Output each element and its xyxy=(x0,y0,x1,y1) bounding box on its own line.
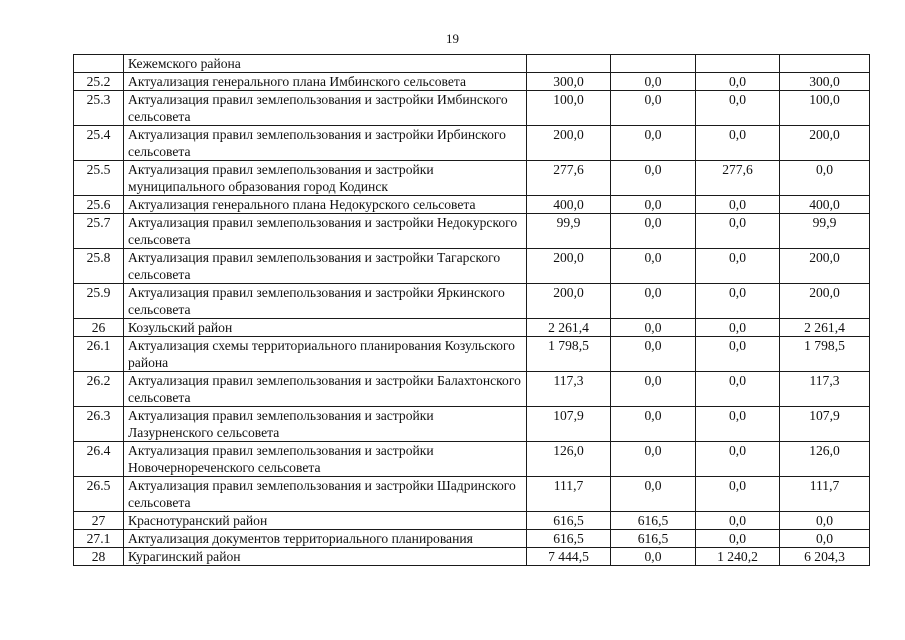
value-total-cell: 200,0 xyxy=(527,249,611,284)
value-total-cell: 1 798,5 xyxy=(527,337,611,372)
value-col4-cell: 200,0 xyxy=(780,284,870,319)
value-col2-cell xyxy=(611,55,696,73)
table-row xyxy=(74,249,870,284)
value-total-cell: 200,0 xyxy=(527,284,611,319)
table-row xyxy=(74,214,870,249)
value-col3-cell: 0,0 xyxy=(696,214,780,249)
value-col2-cell: 0,0 xyxy=(611,319,696,337)
row-number-cell: 25.9 xyxy=(74,284,124,319)
value-col4-cell: 126,0 xyxy=(780,442,870,477)
value-col2-cell: 616,5 xyxy=(611,512,696,530)
value-col3-cell: 0,0 xyxy=(696,126,780,161)
value-col3-cell: 0,0 xyxy=(696,91,780,126)
value-col2-cell: 0,0 xyxy=(611,73,696,91)
value-col4-cell: 1 798,5 xyxy=(780,337,870,372)
value-col3-cell: 277,6 xyxy=(696,161,780,196)
row-number-cell: 26.4 xyxy=(74,442,124,477)
value-col3-cell: 0,0 xyxy=(696,530,780,548)
value-col4-cell: 99,9 xyxy=(780,214,870,249)
row-name-cell: Актуализация правил землепользования и застройки Недокурского сельсовета xyxy=(124,214,527,249)
value-total-cell: 99,9 xyxy=(527,214,611,249)
row-name-cell: Актуализация правил землепользования и застройки Яркинского сельсовета xyxy=(124,284,527,319)
value-col3-cell: 0,0 xyxy=(696,284,780,319)
row-name-cell: Актуализация правил землепользования и застройки Шадринского сельсовета xyxy=(124,477,527,512)
row-number-cell: 26.2 xyxy=(74,372,124,407)
row-name-cell: Актуализация правил землепользования и застройки Новочернореченского сельсовета xyxy=(124,442,527,477)
row-name-cell: Актуализация правил землепользования и застройки Имбинского сельсовета xyxy=(124,91,527,126)
value-col3-cell: 0,0 xyxy=(696,442,780,477)
table-row xyxy=(74,91,870,126)
table-row xyxy=(74,530,870,548)
value-col2-cell: 0,0 xyxy=(611,407,696,442)
row-name-cell: Актуализация правил землепользования и застройки Лазурненского сельсовета xyxy=(124,407,527,442)
value-col2-cell: 0,0 xyxy=(611,196,696,214)
value-col3-cell: 0,0 xyxy=(696,337,780,372)
row-name-cell: Актуализация правил землепользования и застройки Ирбинского сельсовета xyxy=(124,126,527,161)
row-name-cell: Актуализация генерального плана Недокурского сельсовета xyxy=(124,196,527,214)
row-name-cell: Актуализация правил землепользования и застройки Балахтонского сельсовета xyxy=(124,372,527,407)
value-col4-cell: 6 204,3 xyxy=(780,548,870,566)
value-col2-cell: 0,0 xyxy=(611,477,696,512)
value-total-cell: 277,6 xyxy=(527,161,611,196)
value-col2-cell: 616,5 xyxy=(611,530,696,548)
table-row xyxy=(74,548,870,566)
row-name-cell: Курагинский район xyxy=(124,548,527,566)
table-row xyxy=(74,337,870,372)
row-number-cell: 28 xyxy=(74,548,124,566)
value-total-cell: 616,5 xyxy=(527,512,611,530)
row-number-cell: 25.8 xyxy=(74,249,124,284)
row-number-cell: 27 xyxy=(74,512,124,530)
value-col2-cell: 0,0 xyxy=(611,284,696,319)
page-number: 19 xyxy=(446,31,459,46)
value-col2-cell: 0,0 xyxy=(611,91,696,126)
value-col4-cell: 0,0 xyxy=(780,530,870,548)
value-total-cell: 100,0 xyxy=(527,91,611,126)
value-col2-cell: 0,0 xyxy=(611,548,696,566)
value-col2-cell: 0,0 xyxy=(611,337,696,372)
value-col4-cell: 0,0 xyxy=(780,161,870,196)
value-col3-cell: 0,0 xyxy=(696,73,780,91)
value-col4-cell: 400,0 xyxy=(780,196,870,214)
value-col2-cell: 0,0 xyxy=(611,249,696,284)
value-col4-cell: 111,7 xyxy=(780,477,870,512)
row-number-cell: 26.5 xyxy=(74,477,124,512)
row-number-cell: 25.5 xyxy=(74,161,124,196)
value-col4-cell: 107,9 xyxy=(780,407,870,442)
row-name-cell: Актуализация генерального плана Имбинского сельсовета xyxy=(124,73,527,91)
table-row xyxy=(74,126,870,161)
table-row xyxy=(74,407,870,442)
value-col2-cell: 0,0 xyxy=(611,442,696,477)
value-col3-cell: 0,0 xyxy=(696,196,780,214)
row-number-cell: 25.3 xyxy=(74,91,124,126)
table-row xyxy=(74,55,870,73)
table-row xyxy=(74,284,870,319)
row-number-cell xyxy=(74,55,124,73)
row-number-cell: 26.3 xyxy=(74,407,124,442)
value-col3-cell: 0,0 xyxy=(696,407,780,442)
value-col4-cell: 117,3 xyxy=(780,372,870,407)
value-col4-cell: 0,0 xyxy=(780,512,870,530)
table-row xyxy=(74,319,870,337)
table-row xyxy=(74,73,870,91)
table-row xyxy=(74,477,870,512)
value-total-cell: 616,5 xyxy=(527,530,611,548)
value-col3-cell: 1 240,2 xyxy=(696,548,780,566)
row-number-cell: 25.6 xyxy=(74,196,124,214)
row-number-cell: 26 xyxy=(74,319,124,337)
row-name-cell: Кежемского района xyxy=(124,55,527,73)
value-total-cell: 107,9 xyxy=(527,407,611,442)
value-col2-cell: 0,0 xyxy=(611,214,696,249)
value-col4-cell: 300,0 xyxy=(780,73,870,91)
table-row xyxy=(74,161,870,196)
row-number-cell: 27.1 xyxy=(74,530,124,548)
table-row xyxy=(74,512,870,530)
value-col3-cell: 0,0 xyxy=(696,319,780,337)
value-col4-cell: 200,0 xyxy=(780,249,870,284)
value-col4-cell: 2 261,4 xyxy=(780,319,870,337)
value-col3-cell: 0,0 xyxy=(696,249,780,284)
value-total-cell: 300,0 xyxy=(527,73,611,91)
row-name-cell: Краснотуранский район xyxy=(124,512,527,530)
table-row xyxy=(74,196,870,214)
row-number-cell: 26.1 xyxy=(74,337,124,372)
row-name-cell: Актуализация правил землепользования и застройки муниципального образования город Кодинск xyxy=(124,161,527,196)
row-name-cell: Козульский район xyxy=(124,319,527,337)
value-col3-cell: 0,0 xyxy=(696,372,780,407)
row-number-cell: 25.2 xyxy=(74,73,124,91)
value-total-cell: 117,3 xyxy=(527,372,611,407)
row-name-cell: Актуализация схемы территориального планирования Козульского района xyxy=(124,337,527,372)
row-name-cell: Актуализация правил землепользования и застройки Тагарского сельсовета xyxy=(124,249,527,284)
row-number-cell: 25.7 xyxy=(74,214,124,249)
row-name-cell: Актуализация документов территориального планирования xyxy=(124,530,527,548)
value-col3-cell: 0,0 xyxy=(696,477,780,512)
row-number-cell: 25.4 xyxy=(74,126,124,161)
value-col2-cell: 0,0 xyxy=(611,161,696,196)
value-total-cell xyxy=(527,55,611,73)
value-col3-cell xyxy=(696,55,780,73)
value-total-cell: 111,7 xyxy=(527,477,611,512)
table-row xyxy=(74,442,870,477)
value-col2-cell: 0,0 xyxy=(611,372,696,407)
table-row xyxy=(74,372,870,407)
value-total-cell: 7 444,5 xyxy=(527,548,611,566)
value-total-cell: 2 261,4 xyxy=(527,319,611,337)
value-col4-cell: 200,0 xyxy=(780,126,870,161)
value-total-cell: 400,0 xyxy=(527,196,611,214)
value-col2-cell: 0,0 xyxy=(611,126,696,161)
value-total-cell: 126,0 xyxy=(527,442,611,477)
value-total-cell: 200,0 xyxy=(527,126,611,161)
value-col4-cell: 100,0 xyxy=(780,91,870,126)
value-col4-cell xyxy=(780,55,870,73)
value-col3-cell: 0,0 xyxy=(696,512,780,530)
budget-table xyxy=(73,54,870,566)
